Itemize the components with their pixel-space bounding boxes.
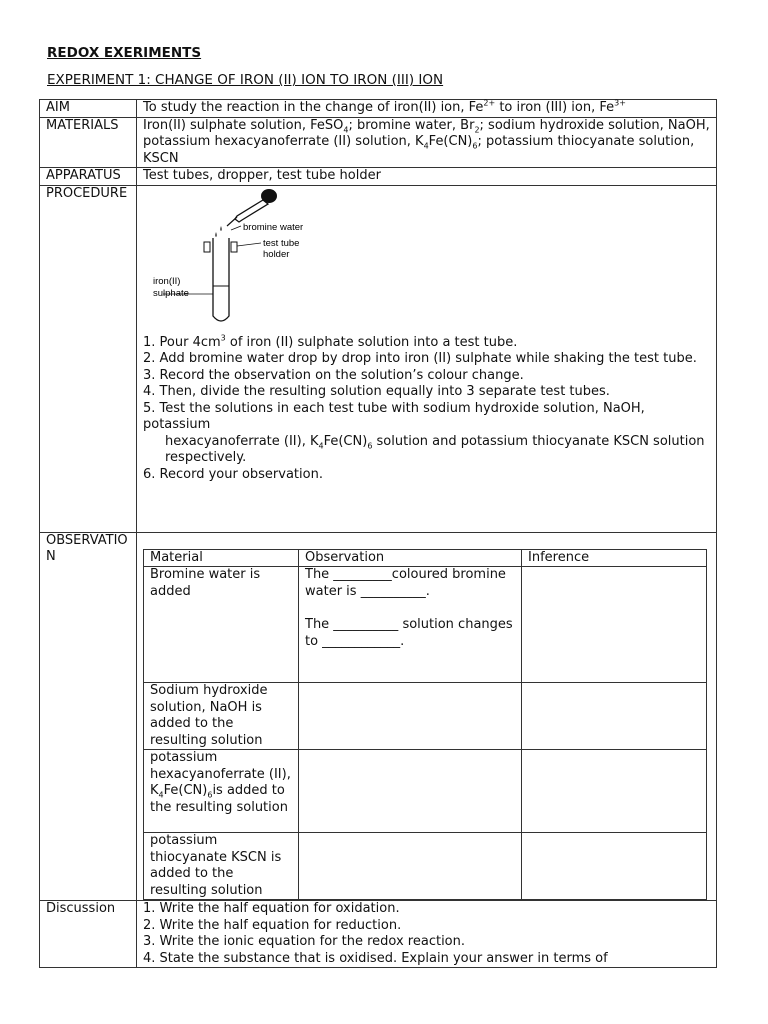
- procedure-step-5-cont: hexacyanoferrate (II), $K_4Fe(CN)_6$ solution and potassium thiocyanate KSCN solution: [165, 433, 705, 451]
- drop-icon: [220, 226, 222, 231]
- row4-material: potassium thiocyanate KSCN is added to the resulting solution: [144, 833, 299, 900]
- test-tube-drawing: [151, 186, 341, 331]
- aim-label: AIM: [40, 100, 137, 118]
- row3-observation: [299, 750, 522, 833]
- row1-material: Bromine water is added: [144, 567, 299, 683]
- discussion-q3: 3. Write the ionic equation for the redox reaction.: [143, 934, 466, 949]
- row4-inference: [522, 833, 707, 900]
- aim-text: To study the reaction in the change of iron(II) ion, $Fe^{2+}$ to iron (III) ion, $Fe^{3+}$: [137, 100, 717, 118]
- svg-text:test tube: test tube: [263, 237, 300, 249]
- apparatus-diagram: [151, 186, 341, 331]
- svg-text:bromine water: bromine water: [243, 221, 304, 233]
- row2-material: Sodium hydroxide solution, NaOH is added to the resulting solution: [144, 683, 299, 750]
- materials-label: MATERIALS: [40, 117, 137, 168]
- experiment-table: [39, 99, 717, 968]
- apparatus-label: APPARATUS: [40, 168, 137, 186]
- holder-clamp: [204, 242, 210, 252]
- header-inference: Inference: [522, 549, 707, 567]
- svg-text:holder: holder: [263, 248, 290, 260]
- procedure-step-2: 2. Add bromine water drop by drop into iron (II) sulphate while shaking the test tube.: [143, 351, 697, 366]
- discussion-cell: [137, 901, 717, 968]
- procedure-step-5: 5. Test the solutions in each test tube with sodium hydroxide solution, NaOH, potassium: [143, 400, 645, 432]
- procedure-step-1: 1. Pour $4cm^3$ of iron (II) sulphate solution into a test tube.: [143, 333, 518, 350]
- observation-label: OBSERVATION: [40, 532, 137, 901]
- drop-icon: [215, 232, 217, 237]
- experiment-title: EXPERIMENT 1: CHANGE OF IRON (II) ION TO IRON (III) ION: [47, 72, 444, 88]
- procedure-step-4: 4. Then, divide the resulting solution equally into 3 separate test tubes.: [143, 384, 610, 399]
- document-heading: REDOX EXERIMENTS: [47, 45, 202, 61]
- procedure-step-6: 6. Record your observation.: [143, 466, 323, 482]
- procedure-step-3: 3. Record the observation on the solution’s colour change.: [143, 367, 524, 383]
- observation-cell: [137, 532, 717, 901]
- svg-text:sulphate: sulphate: [153, 287, 189, 299]
- row2-observation: [299, 683, 522, 750]
- materials-text: Iron(II) sulphate solution, FeSO$_4$; bromine water, $Br_2$; sodium hydroxide solution, NaOH, potassium hexacyanoferrate (II) solution, $K_4Fe(CN)_6$; potassium thiocyanate solution, KSCN: [137, 117, 717, 168]
- discussion-q1: 1. Write the half equation for oxidation.: [143, 901, 400, 916]
- row3-material: potassium hexacyanoferrate (II), $K_4Fe(CN)_6is$ added to the resulting solution: [144, 750, 299, 833]
- discussion-label: Discussion: [40, 901, 137, 968]
- observation-table: [143, 549, 707, 901]
- row2-inference: [522, 683, 707, 750]
- procedure-step-5-end: respectively.: [165, 450, 247, 465]
- row3-inference: [522, 750, 707, 833]
- test-tube-icon: [213, 238, 229, 321]
- apparatus-text: Test tubes, dropper, test tube holder: [137, 168, 717, 186]
- row1-inference: [522, 567, 707, 683]
- discussion-q4: 4. State the substance that is oxidised. Explain your answer in terms of: [143, 950, 608, 966]
- header-observation: Observation: [299, 549, 522, 567]
- svg-text:iron(II): iron(II): [153, 275, 181, 287]
- row4-observation: [299, 833, 522, 900]
- header-material: Material: [144, 549, 299, 567]
- dropper-icon: [227, 189, 277, 226]
- discussion-q2: 2. Write the half equation for reduction.: [143, 917, 402, 933]
- procedure-cell: [137, 185, 717, 532]
- row1-observation: The _________coloured bromine water is __________. The __________ solution changes to ____________.: [299, 567, 522, 683]
- holder-clamp: [231, 242, 237, 252]
- procedure-label: PROCEDURE: [40, 185, 137, 532]
